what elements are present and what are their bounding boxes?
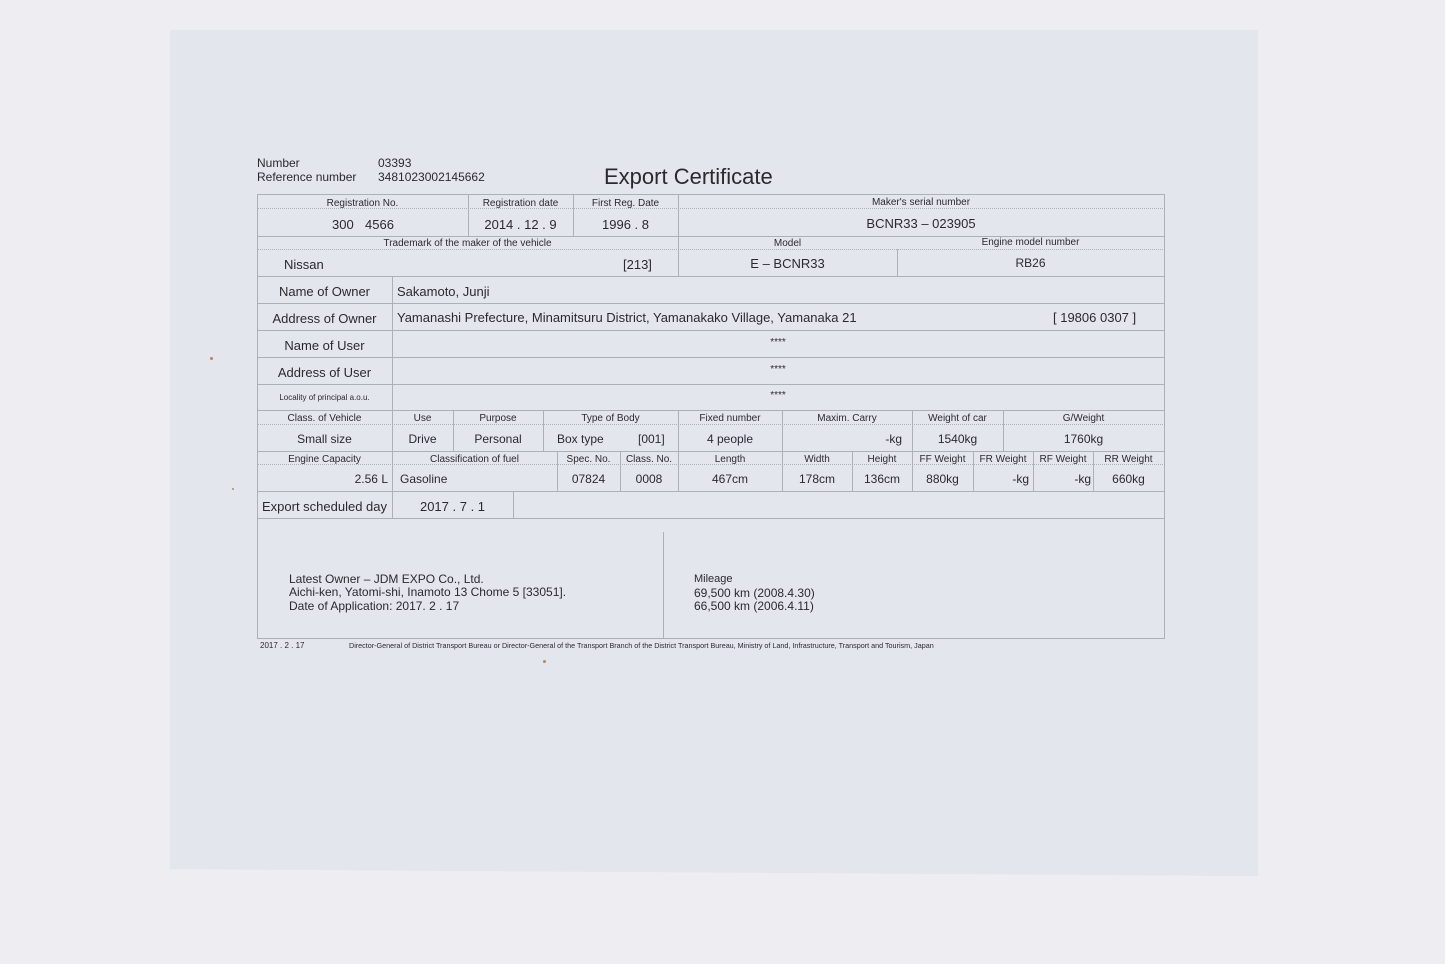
latest-owner: Latest Owner – JDM EXPO Co., Ltd. [289,572,484,586]
first-reg-date-label: First Reg. Date [591,198,660,209]
serial-number-label: Maker's serial number [871,197,971,208]
max-carry-label: Maxim. Carry [817,413,877,424]
fr-weight-label: FR Weight [979,454,1027,465]
vehicle-class-value: Small size [297,432,352,446]
model-label: Model [773,238,802,249]
locality-label: Locality of principal a.o.u. [279,393,370,402]
mileage-label: Mileage [694,573,733,585]
owner-address-label: Address of Owner [272,311,377,326]
registration-date-label: Registration date [482,198,559,209]
engine-capacity-value: 2.56 L [354,472,388,486]
trademark-code: [213] [623,257,652,272]
user-address-value: **** [770,364,786,375]
mileage-entry-1: 69,500 km (2008.4.30) [694,586,815,600]
issuing-authority: Director-General of District Transport Bureau or Director-General of the Transport Branch of the District Transport Bureau, Ministry of Land, Infrastructure, Transport and Tourism, Japan [349,641,934,650]
owner-address-code: [ 19806 0307 ] [1053,310,1137,325]
document-title: Export Certificate [604,164,773,189]
latest-owner-address: Aichi-ken, Yatomi-shi, Inamoto 13 Chome 5 [33051]. [289,585,567,599]
use-value: Drive [408,432,437,446]
fuel-class-value: Gasoline [400,472,448,486]
mileage-entry-2: 66,500 km (2006.4.11) [694,599,814,613]
body-type-code: [001] [638,432,665,446]
fixed-number-label: Fixed number [699,413,761,424]
model-value: E – BCNR33 [750,256,825,271]
serial-number-value: BCNR33 – 023905 [866,216,976,231]
application-date: Date of Application: 2017. 2 . 17 [289,599,460,613]
user-name-value: **** [770,337,786,348]
engine-model-label: Engine model number [981,237,1080,248]
width-label: Width [804,454,830,465]
fr-weight-value: -kg [1012,472,1029,486]
owner-address-value: Yamanashi Prefecture, Minamitsuru District, Yamanakako Village, Yamanaka 21 [397,310,857,325]
export-day-label: Export scheduled day [261,499,388,514]
first-reg-date-value: 1996 . 8 [602,217,649,232]
car-weight-value: 1540kg [937,432,978,446]
owner-name-value: Sakamoto, Junji [397,284,490,299]
height-label: Height [867,454,897,465]
registration-no-part-a: 300 [332,217,354,232]
car-weight-label: Weight of car [928,413,987,424]
gross-weight-value: 1760kg [1063,432,1104,446]
stain-mark [543,660,546,663]
reference-label: Reference number [257,170,357,184]
fixed-number-value: 4 people [706,432,754,446]
export-day-value: 2017 . 7 . 1 [419,499,486,514]
rr-weight-label: RR Weight [1104,454,1153,465]
purpose-value: Personal [474,432,522,446]
length-label: Length [714,454,746,465]
trademark-label: Trademark of the maker of the vehicle [383,238,552,249]
spec-no-value: 07824 [571,472,606,486]
engine-capacity-label: Engine Capacity [288,454,361,465]
body-type-value: Box type [557,432,604,446]
height-value: 136cm [863,472,901,486]
fuel-class-label: Classification of fuel [430,454,519,465]
issue-date: 2017 . 2 . 17 [260,641,305,650]
purpose-label: Purpose [479,413,517,424]
body-type-label: Type of Body [581,413,640,424]
certificate-paper [170,30,1258,876]
vehicle-class-label: Class. of Vehicle [287,413,362,424]
reference-value: 3481023002145662 [378,170,485,184]
max-carry-value: -kg [885,432,902,446]
user-name-label: Name of User [284,338,365,353]
spec-no-label: Spec. No. [566,454,611,465]
gross-weight-label: G/Weight [1062,413,1105,424]
user-address-label: Address of User [277,365,372,380]
number-value: 03393 [378,156,412,170]
registration-no-label: Registration No. [326,198,399,209]
rf-weight-label: RF Weight [1039,454,1087,465]
width-value: 178cm [798,472,836,486]
use-label: Use [413,413,432,424]
registration-no-part-b: 4566 [365,217,394,232]
ff-weight-value: 880kg [926,472,959,486]
stain-mark [210,357,213,360]
engine-model-value: RB26 [1015,256,1046,270]
locality-value: **** [770,390,786,401]
rr-weight-value: 660kg [1112,472,1145,486]
ff-weight-label: FF Weight [919,454,966,465]
stain-mark [232,488,234,490]
rf-weight-value: -kg [1074,472,1091,486]
number-label: Number [257,156,300,170]
length-value: 467cm [711,472,749,486]
class-no-label: Class. No. [625,454,673,465]
registration-date-value: 2014 . 12 . 9 [484,217,557,232]
owner-name-label: Name of Owner [278,284,371,299]
trademark-value: Nissan [284,257,324,272]
class-no-value: 0008 [635,472,663,486]
